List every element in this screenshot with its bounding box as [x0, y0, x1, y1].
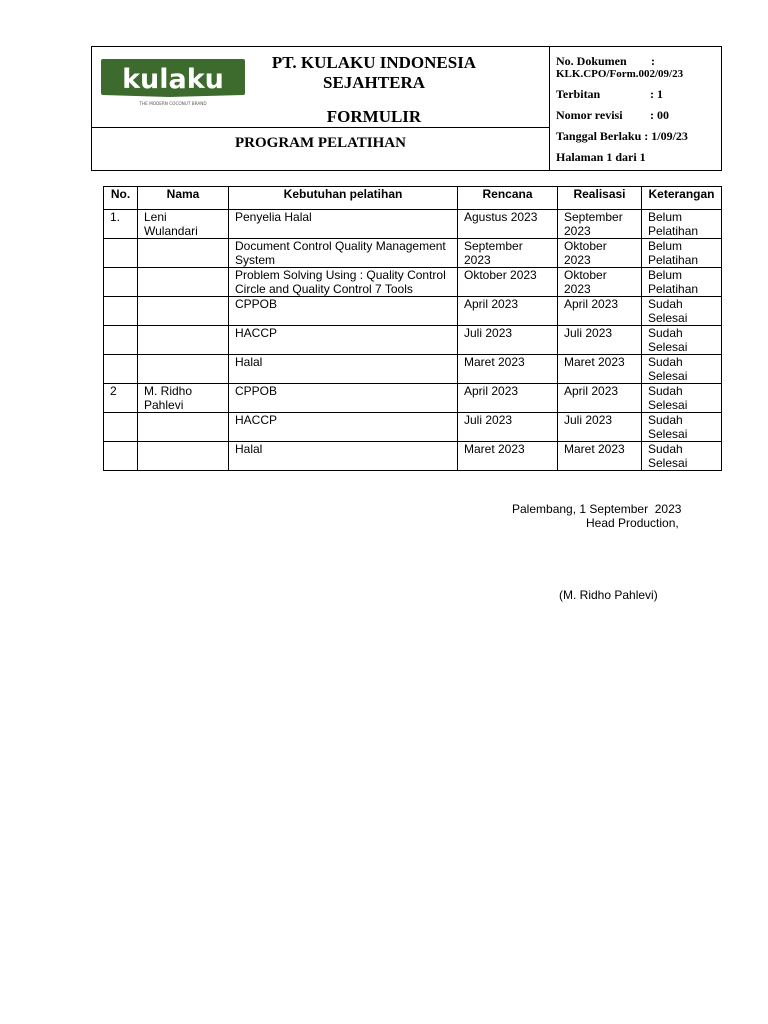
- signature-place-date: Palembang, 1 September 2023: [512, 502, 682, 516]
- signature-name: (M. Ridho Pahlevi): [559, 588, 658, 602]
- logo-tagline: THE MODERN COCONUT BRAND: [139, 101, 207, 106]
- table-row: [104, 210, 722, 239]
- cell-rencana: Juli 2023: [458, 326, 558, 355]
- cell-rencana: Maret 2023: [458, 355, 558, 384]
- cell-kebutuhan: HACCP: [229, 326, 458, 355]
- logo-wordmark: kulaku: [122, 64, 224, 95]
- table-row: [104, 297, 722, 326]
- cell-realisasi: Juli 2023: [558, 413, 642, 442]
- cell-keterangan: Sudah Selesai: [642, 326, 722, 355]
- meta-doc-sep: :: [651, 54, 655, 68]
- cell-keterangan: Sudah Selesai: [642, 355, 722, 384]
- meta-tanggal: [556, 129, 688, 144]
- cell-realisasi: Oktober 2023: [558, 268, 642, 297]
- document-header: [91, 46, 722, 171]
- meta-doc-label: No. Dokumen: [556, 54, 627, 68]
- cell-nama: [138, 442, 229, 471]
- cell-realisasi: Maret 2023: [558, 442, 642, 471]
- cell-nama: Leni Wulandari: [138, 210, 229, 239]
- column-header-no: No.: [104, 187, 138, 210]
- cell-no: [104, 355, 138, 384]
- cell-rencana: Maret 2023: [458, 442, 558, 471]
- meta-revisi: [556, 108, 669, 123]
- cell-kebutuhan: Problem Solving Using : Quality Control Circle and Quality Control 7 Tools: [229, 268, 458, 297]
- cell-realisasi: Maret 2023: [558, 355, 642, 384]
- cell-no: [104, 239, 138, 268]
- cell-rencana: Oktober 2023: [458, 268, 558, 297]
- meta-revisi-label: Nomor revisi: [556, 108, 623, 122]
- meta-doc-number: [556, 54, 655, 69]
- form-type: FORMULIR: [326, 107, 422, 126]
- cell-no: [104, 326, 138, 355]
- cell-kebutuhan: CPPOB: [229, 297, 458, 326]
- table-row: [104, 239, 722, 268]
- cell-kebutuhan: Halal: [229, 355, 458, 384]
- cell-no: [104, 268, 138, 297]
- cell-kebutuhan: Penyelia Halal: [229, 210, 458, 239]
- cell-rencana: April 2023: [458, 297, 558, 326]
- cell-nama: M. Ridho Pahlevi: [138, 384, 229, 413]
- cell-rencana: April 2023: [458, 384, 558, 413]
- meta-tanggal-label: Tanggal Berlaku: [556, 129, 642, 143]
- meta-terbitan-value: : 1: [650, 87, 663, 101]
- cell-nama: [138, 355, 229, 384]
- column-header-rencana: Rencana: [458, 187, 558, 210]
- cell-rencana: September 2023: [458, 239, 558, 268]
- cell-rencana: Agustus 2023: [458, 210, 558, 239]
- cell-no: [104, 413, 138, 442]
- table-row: [104, 355, 722, 384]
- meta-halaman: Halaman 1 dari 1: [556, 150, 646, 164]
- header-divider: [92, 127, 549, 128]
- cell-realisasi: September 2023: [558, 210, 642, 239]
- form-title: PROGRAM PELATIHAN: [235, 135, 406, 151]
- cell-nama: [138, 268, 229, 297]
- cell-nama: [138, 326, 229, 355]
- meta-doc-value: KLK.CPO/Form.002/09/23: [556, 68, 684, 80]
- cell-no: [104, 442, 138, 471]
- cell-no: 2: [104, 384, 138, 413]
- column-header-keterangan: Keterangan: [642, 187, 722, 210]
- cell-realisasi: April 2023: [558, 384, 642, 413]
- meta-terbitan: [556, 87, 663, 102]
- kulaku-logo: [99, 57, 247, 109]
- cell-nama: [138, 239, 229, 268]
- cell-realisasi: Juli 2023: [558, 326, 642, 355]
- table-row: [104, 268, 722, 297]
- cell-keterangan: Belum Pelatihan: [642, 239, 722, 268]
- signature-position: Head Production,: [586, 516, 679, 530]
- cell-kebutuhan: Halal: [229, 442, 458, 471]
- cell-kebutuhan: HACCP: [229, 413, 458, 442]
- cell-nama: [138, 413, 229, 442]
- column-header-kebutuhan: Kebutuhan pelatihan: [229, 187, 458, 210]
- company-name-line2: SEJAHTERA: [322, 73, 426, 92]
- meta-revisi-value: : 00: [650, 108, 669, 122]
- cell-keterangan: Belum Pelatihan: [642, 210, 722, 239]
- column-header-realisasi: Realisasi: [558, 187, 642, 210]
- company-name-line1: PT. KULAKU INDONESIA: [271, 53, 477, 72]
- table-row: [104, 442, 722, 471]
- table-row: [104, 413, 722, 442]
- cell-realisasi: April 2023: [558, 297, 642, 326]
- meta-terbitan-label: Terbitan: [556, 87, 601, 101]
- cell-kebutuhan: CPPOB: [229, 384, 458, 413]
- company-name: [252, 53, 496, 93]
- table-row: [104, 326, 722, 355]
- cell-rencana: Juli 2023: [458, 413, 558, 442]
- cell-no: [104, 297, 138, 326]
- training-table: [103, 186, 722, 471]
- header-left-panel: [92, 47, 550, 170]
- cell-keterangan: Sudah Selesai: [642, 442, 722, 471]
- column-header-nama: Nama: [138, 187, 229, 210]
- table-row: [104, 384, 722, 413]
- cell-keterangan: Sudah Selesai: [642, 384, 722, 413]
- cell-kebutuhan: Document Control Quality Management System: [229, 239, 458, 268]
- meta-tanggal-value: : 1/09/23: [644, 129, 688, 143]
- cell-realisasi: Oktober 2023: [558, 239, 642, 268]
- cell-keterangan: Sudah Selesai: [642, 297, 722, 326]
- cell-keterangan: Sudah Selesai: [642, 413, 722, 442]
- cell-keterangan: Belum Pelatihan: [642, 268, 722, 297]
- table-header-row: [104, 187, 722, 210]
- cell-no: 1.: [104, 210, 138, 239]
- cell-nama: [138, 297, 229, 326]
